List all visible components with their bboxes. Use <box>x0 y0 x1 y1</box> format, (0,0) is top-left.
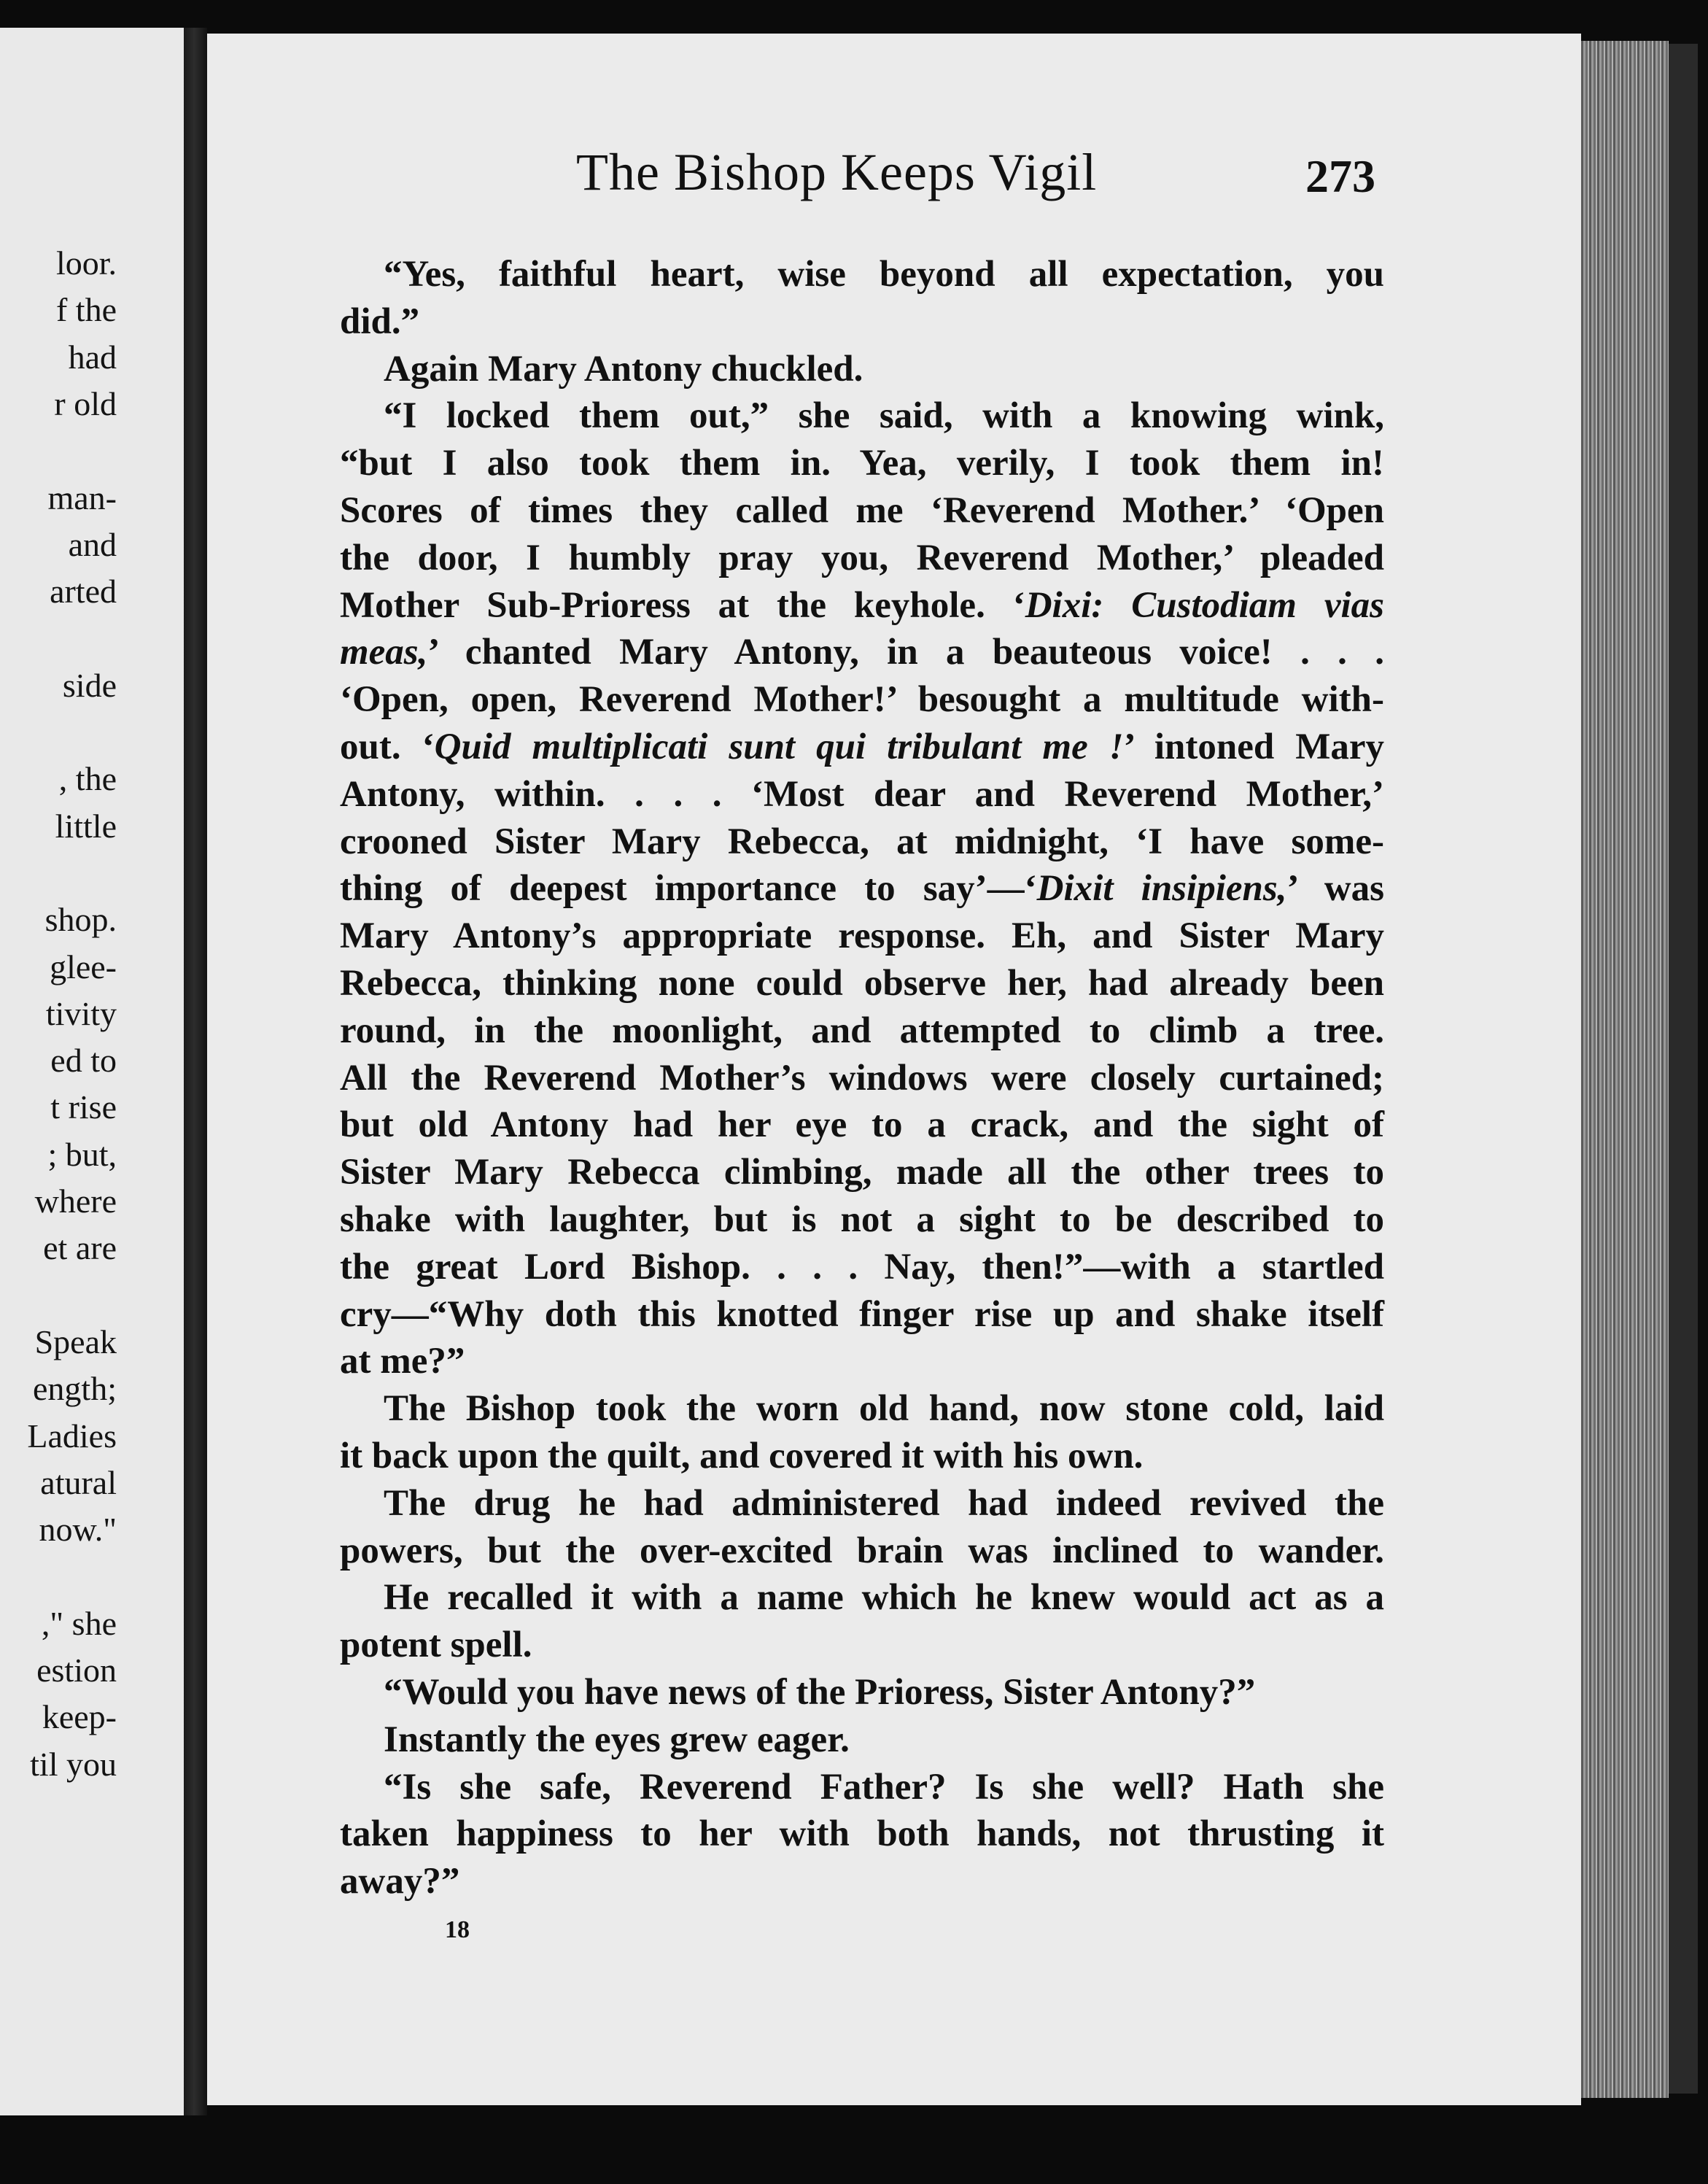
left-page-line: tivity <box>45 994 117 1032</box>
left-page-line: et are <box>43 1229 117 1267</box>
latin-phrase: meas, <box>340 632 428 673</box>
text-line: All the Reverend Mother’s windows were closely curtained; <box>340 1057 1384 1099</box>
text-run: thing of deepest importance to say’—‘ <box>340 868 1037 910</box>
text-line: ‘Open, open, Reverend Mother!’ besought a multitude with- <box>340 679 1384 721</box>
scan-border-top <box>0 0 1708 38</box>
page-block-edge <box>1581 41 1669 2098</box>
left-page-line: t rise <box>50 1088 117 1126</box>
left-page-line: now." <box>39 1511 117 1549</box>
left-page-line: til you <box>30 1745 117 1783</box>
left-page-line: arted <box>50 573 117 611</box>
text-line <box>340 724 1384 771</box>
text-run: ’ chanted Mary Antony, in a beauteous voice! . . . <box>427 632 1384 673</box>
text-line <box>340 865 1384 913</box>
text-line: Mary Antony’s appropriate response. Eh, and Sister Mary <box>340 915 1384 957</box>
scan-border-bottom <box>0 2115 1708 2184</box>
latin-phrase: Dixi: Custodiam vias <box>1025 584 1384 626</box>
text-line: “I locked them out,” she said, with a knowing wink, <box>384 395 1384 437</box>
text-line: Instantly the eyes grew eager. <box>384 1719 850 1760</box>
left-page-line: Ladies <box>27 1417 117 1455</box>
signature-mark: 18 <box>445 1916 470 1943</box>
left-page-line: estion <box>36 1651 117 1689</box>
text-line: Sister Mary Rebecca climbing, made all the other trees to <box>340 1152 1384 1193</box>
text-line: Again Mary Antony chuckled. <box>384 348 863 390</box>
text-line: Antony, within. . . . ‘Most dear and Reverend Mother,’ <box>340 773 1384 815</box>
text-run: ’ was <box>1286 868 1384 910</box>
text-line: “Is she safe, Reverend Father? Is she well? Hath she <box>384 1766 1384 1808</box>
left-page-line: atural <box>40 1463 117 1501</box>
left-page-line: little <box>55 807 117 845</box>
left-page-line: , the <box>58 760 117 798</box>
page-number: 273 <box>1305 150 1375 202</box>
text-line: “Yes, faithful heart, wise beyond all expectation, you <box>384 254 1384 295</box>
text-line <box>340 582 1384 630</box>
left-page-line: f the <box>55 291 117 329</box>
text-run: ’ intoned Mary <box>1123 726 1384 767</box>
text-line: did.” <box>340 301 420 342</box>
left-page-line: had <box>68 338 117 376</box>
running-head: The Bishop Keeps Vigil <box>576 143 1098 201</box>
text-line: crooned Sister Mary Rebecca, at midnight, ‘I have some- <box>340 821 1384 862</box>
left-page-line: r old <box>54 384 117 422</box>
book-cover-edge <box>1669 44 1698 2094</box>
left-page-line: ed to <box>50 1042 117 1080</box>
text-line: “but I also took them in. Yea, verily, I took them in! <box>340 443 1384 484</box>
left-page-line: ength; <box>33 1370 117 1408</box>
text-line: taken happiness to her with both hands, not thrusting it <box>340 1813 1384 1855</box>
text-line: round, in the moonlight, and attempted to climb a tree. <box>340 1010 1384 1051</box>
book-gutter <box>184 28 207 2129</box>
text-line: potent spell. <box>340 1625 532 1666</box>
text-line: Scores of times they called me ‘Reverend Mother.’ ‘Open <box>340 489 1384 531</box>
text-line: cry—“Why doth this knotted finger rise up and shake itself <box>340 1293 1384 1335</box>
left-page-line: loor. <box>55 244 117 282</box>
left-page-line: glee- <box>50 948 117 985</box>
left-page-line: Speak <box>34 1323 117 1360</box>
text-line: it back upon the quilt, and covered it with his own. <box>340 1435 1144 1476</box>
left-page-line: where <box>34 1182 117 1220</box>
text-line: but old Antony had her eye to a crack, and the sight of <box>340 1104 1384 1146</box>
text-line: the great Lord Bishop. . . . Nay, then!”—with a startled <box>340 1246 1384 1287</box>
text-run: out. ‘ <box>340 726 435 767</box>
body-text <box>340 251 1384 1905</box>
left-page-line: shop. <box>44 901 117 939</box>
latin-phrase: Dixit insipiens, <box>1036 868 1287 910</box>
text-line: powers, but the over-excited brain was inclined to wander. <box>340 1530 1384 1571</box>
left-page-line: side <box>62 666 117 704</box>
left-page-line: man- <box>47 479 117 516</box>
text-line: the door, I humbly pray you, Reverend Mother,’ pleaded <box>340 537 1384 578</box>
text-line: shake with laughter, but is not a sight to be described to <box>340 1199 1384 1240</box>
latin-phrase: Quid multiplicati sunt qui tribulant me ! <box>434 726 1124 767</box>
left-page-line: keep- <box>42 1698 117 1736</box>
left-page-line: ; but, <box>47 1135 117 1173</box>
text-line: away?” <box>340 1861 460 1902</box>
text-line: at me?” <box>340 1341 465 1382</box>
text-line: “Would you have news of the Prioress, Sister Antony?” <box>384 1671 1256 1713</box>
left-page-line: and <box>68 525 117 563</box>
text-line: He recalled it with a name which he knew would act as a <box>384 1577 1384 1619</box>
text-run: Mother Sub-Prioress at the keyhole. ‘ <box>340 584 1025 626</box>
text-line: The Bishop took the worn old hand, now stone cold, laid <box>384 1388 1384 1430</box>
left-page <box>0 28 184 2129</box>
text-line: Rebecca, thinking none could observe her, had already been <box>340 962 1384 1004</box>
left-page-line: ," she <box>41 1604 117 1642</box>
text-line: The drug he had administered had indeed revived the <box>384 1482 1384 1524</box>
text-line <box>340 629 1384 676</box>
